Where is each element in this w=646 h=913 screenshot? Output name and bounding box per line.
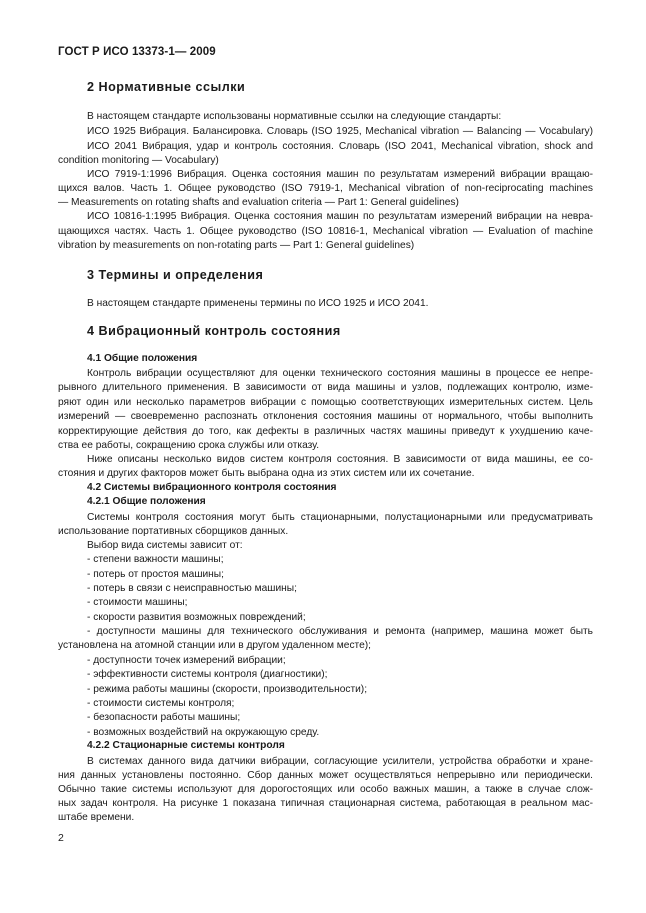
list-item: - возможных воздействий на окружающую среду. <box>87 727 320 738</box>
list-item: - степени важности машины; <box>87 554 224 565</box>
list-item: - стоимости машины; <box>87 597 188 608</box>
list-item: установлена на атомной станции или в другом удаленном месте); <box>58 640 371 651</box>
text-line: Выбор вида системы зависит от: <box>87 540 243 551</box>
subsection-4-2-title: 4.2 Системы вибрационного контроля состояния <box>87 482 337 493</box>
text-line: использование портативных сборщиков данных. <box>58 526 289 537</box>
text-line: — Measurements on rotating shafts and evaluation criteria — Part 1: General guidelines) <box>58 197 459 208</box>
text-line: ИСО 10816-1:1995 Вибрация. Оценка состояния машин по результатам измерений вибрации на невра- <box>87 211 593 222</box>
text-line: ИСО 2041 Вибрация, удар и контроль состояния. Словарь (ISO 2041, Mechanical vibration, shock and <box>87 141 593 152</box>
page-header: ГОСТ Р ИСО 13373-1— 2009 <box>58 46 216 58</box>
text-line: щающихся частях. Часть 1. Общее руководство (ISO 10816-1, Mechanical vibration — Evaluation of machine <box>58 226 593 237</box>
text-line: измерений — своевременно распознать отклонения состояния машины от нормального, чтобы выполнить <box>58 411 593 422</box>
section-4-title: 4 Вибрационный контроль состояния <box>87 324 341 338</box>
list-item: - скорости развития возможных повреждений; <box>87 612 306 623</box>
text-line: В системах данного вида датчики вибрации, согласующие усилители, устройства обработки и хране- <box>87 756 593 767</box>
list-item: - режима работы машины (скорости, производительности); <box>87 684 368 695</box>
text-line: Контроль вибрации осуществляют для оценки технического состояния машины в процессе ее непре- <box>87 368 593 379</box>
page-number: 2 <box>58 832 64 844</box>
list-item: - безопасности работы машины; <box>87 712 241 723</box>
subsection-4-2-1-title: 4.2.1 Общие положения <box>87 496 206 507</box>
subsection-4-1-title: 4.1 Общие положения <box>87 353 198 364</box>
section-3-title: 3 Термины и определения <box>87 268 264 282</box>
section-2-title: 2 Нормативные ссылки <box>87 80 246 94</box>
text-line: condition monitoring — Vocabulary) <box>58 155 219 166</box>
text-line: Обычно такие системы используют для дорогостоящих или особо важных машин, а также в случае слож- <box>58 784 593 795</box>
text-line: стояния и других факторов может быть выбрана одна из этих систем или их сочетание. <box>58 468 475 479</box>
text-line: ния данных установлены постоянно. Сбор данных может осуществляться непрерывно или периодически. <box>58 770 593 781</box>
list-item: - эффективности системы контроля (диагностики); <box>87 669 328 680</box>
text-line: Системы контроля состояния могут быть стационарными, полустационарными или предусматривать <box>87 512 593 523</box>
list-item: - стоимости системы контроля; <box>87 698 235 709</box>
text-line: ных задач контроля. На рисунке 1 показана типичная стационарная система, работающая в реальном мас- <box>58 798 593 809</box>
list-item: - потерь от простоя машины; <box>87 569 224 580</box>
text-line: В настоящем стандарте применены термины по ИСО 1925 и ИСО 2041. <box>87 298 429 309</box>
text-line: ства ее работы, сокращению срока службы или отказу. <box>58 440 320 451</box>
text-line: ИСО 7919-1:1996 Вибрация. Оценка состояния машин по результатам измерений вибрации вращаю- <box>87 169 593 180</box>
text-line: корректирующие действия до того, как дефекты в различных частях машины приведут к ухудшению каче- <box>58 426 593 437</box>
text-line: щихся валов. Часть 1. Общее руководство (ISO 7919-1, Mechanical vibration of non-reciprocating machines <box>58 183 593 194</box>
list-item: - доступности машины для технического обслуживания и ремонта (например, машина может быть <box>87 626 593 637</box>
text-line: рывного длительного применения. В зависимости от вида машины и узлов, подлежащих контролю, изме- <box>58 382 593 393</box>
list-item: - доступности точек измерений вибрации; <box>87 655 286 666</box>
text-line: ряют один или несколько параметров вибрации с помощью соответствующих измерительных систем. Цель <box>58 397 593 408</box>
text-line: ИСО 1925 Вибрация. Балансировка. Словарь (ISO 1925, Mechanical vibration — Balancing — Vocabulary) <box>87 126 593 137</box>
list-item: - потерь в связи с неисправностью машины; <box>87 583 297 594</box>
text-line: В настоящем стандарте использованы нормативные ссылки на следующие стандарты: <box>87 111 502 122</box>
text-line: vibration by measurements on non-rotating parts — Part 1: General guidelines) <box>58 240 415 251</box>
text-line: штабе времени. <box>58 812 135 823</box>
subsection-4-2-2-title: 4.2.2 Стационарные системы контроля <box>87 740 285 751</box>
text-line: Ниже описаны несколько видов систем контроля состояния. В зависимости от вида машины, ее со- <box>87 454 593 465</box>
